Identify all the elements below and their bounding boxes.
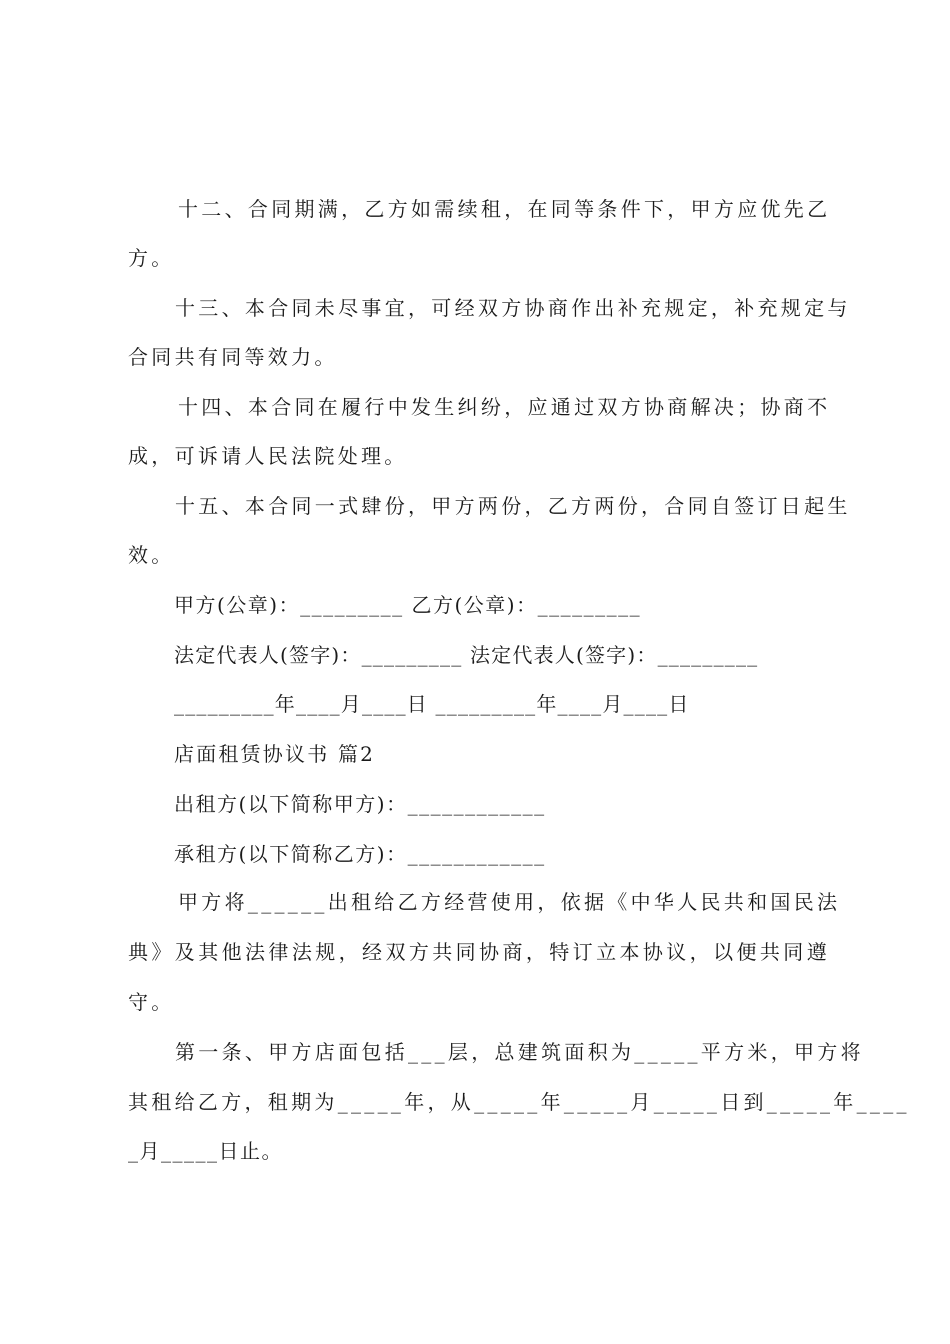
article-1-line-1: 第一条、甲方店面包括___层，总建筑面积为_____平方米，甲方将 <box>175 1040 864 1064</box>
article-1-line-2: 其租给乙方，租期为_____年，从_____年_____月_____日到_____年____ <box>128 1090 910 1114</box>
signing-date-line: _________年____月____日 _________年____月____日 <box>174 692 690 716</box>
preamble-line-3: 守。 <box>128 990 175 1014</box>
representative-signature-line: 法定代表人(签字)：_________ 法定代表人(签字)：_________ <box>174 643 759 667</box>
clause-13-line-2: 合同共有同等效力。 <box>128 345 338 369</box>
clause-13-line-1: 十三、本合同未尽事宜，可经双方协商作出补充规定，补充规定与 <box>175 296 851 320</box>
preamble-line-2: 典》及其他法律法规，经双方共同协商，特订立本协议，以便共同遵 <box>128 940 830 964</box>
preamble-line-1: 甲方将______出租给乙方经营使用，依据《中华人民共和国民法 <box>178 890 841 914</box>
article-1-line-3: _月_____日止。 <box>128 1139 283 1163</box>
clause-14-line-2: 成，可诉请人民法院处理。 <box>128 444 408 468</box>
clause-15-line-2: 效。 <box>128 543 175 567</box>
lessor-line: 出租方(以下简称甲方)：____________ <box>174 792 546 816</box>
clause-14-line-1: 十四、本合同在履行中发生纠纷，应通过双方协商解决；协商不 <box>178 395 831 419</box>
clause-12-line-1: 十二、合同期满，乙方如需续租，在同等条件下，甲方应优先乙 <box>178 197 831 221</box>
seal-line: 甲方(公章)：_________ 乙方(公章)：_________ <box>174 593 642 617</box>
clause-12-line-2: 方。 <box>128 246 175 270</box>
section-title-lease-agreement-2: 店面租赁协议书 篇2 <box>174 742 376 766</box>
clause-15-line-1: 十五、本合同一式肆份，甲方两份，乙方两份，合同自签订日起生 <box>175 494 851 518</box>
lessee-line: 承租方(以下简称乙方)：____________ <box>174 842 546 866</box>
